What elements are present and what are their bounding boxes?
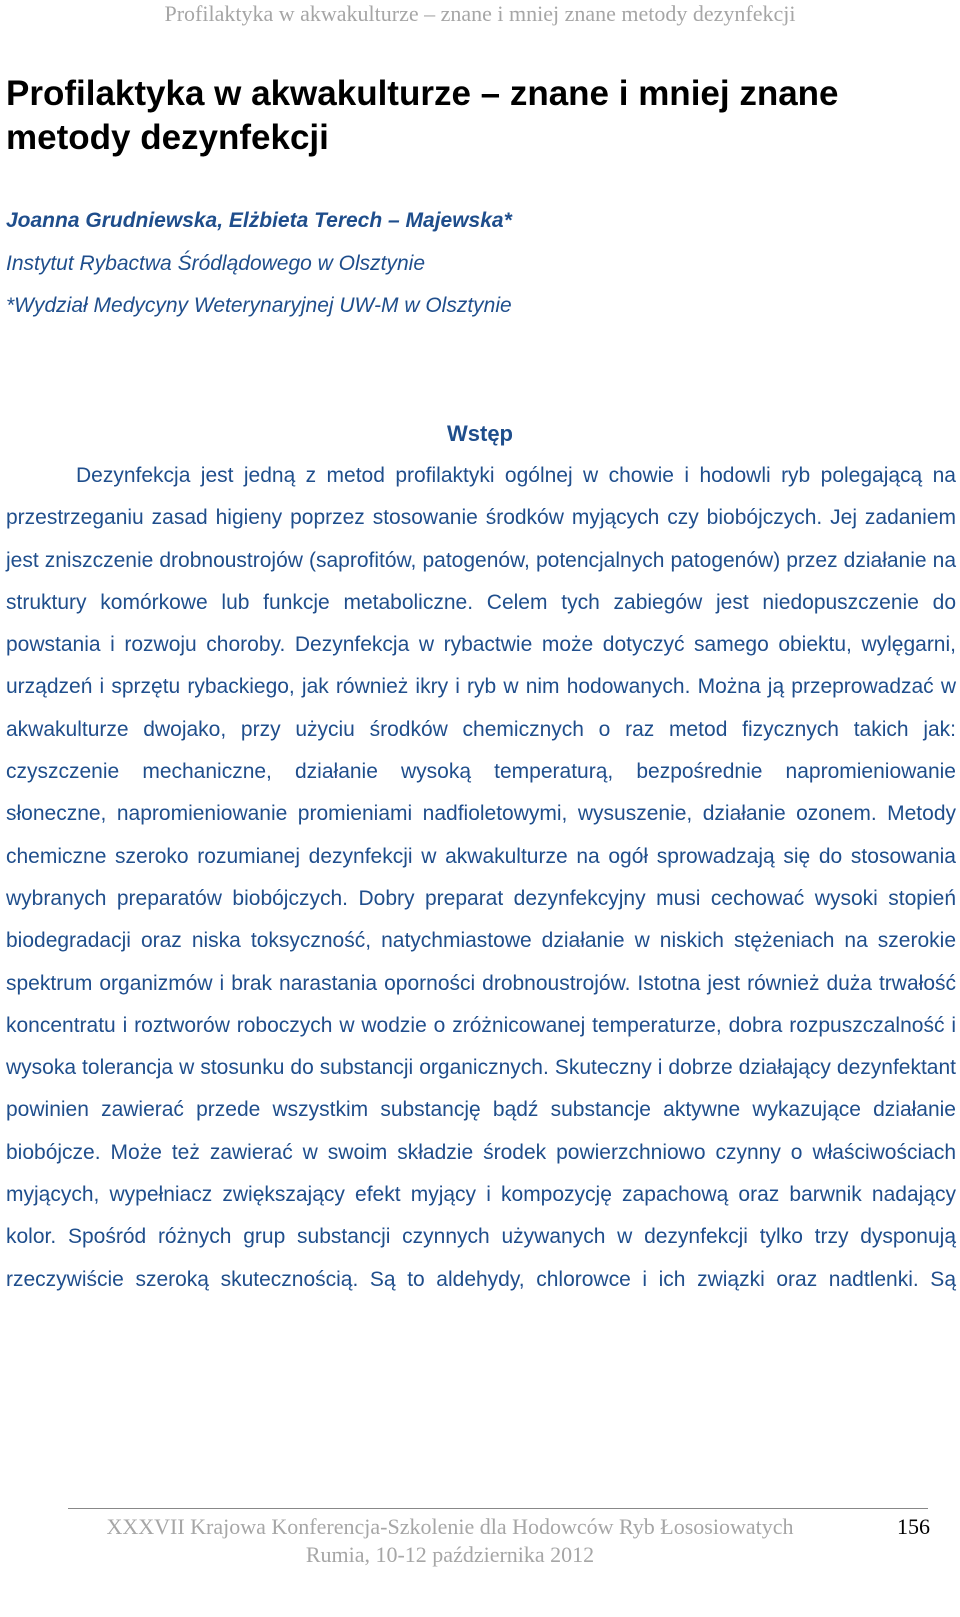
footer-conference: XXXVII Krajowa Konferencja-Szkolenie dla Hodowców Ryb Łososiowatych [106,1514,794,1539]
article-title: Profilaktyka w akwakulturze – znane i mniej znane metody dezynfekcji [6,74,839,157]
article-authors: Joanna Grudniewska, Elżbieta Terech – Majewska* [6,209,512,232]
footer-location-date: Rumia, 10-12 października 2012 [305,1542,595,1567]
page-number: 156 [897,1514,930,1539]
affiliation-institute: Instytut Rybactwa Śródlądowego w Olsztynie [6,252,426,275]
introduction-paragraph: Dezynfekcja jest jedną z metod profilaktyki ogólnej w chowie i hodowli ryb polegającą na przestrzeganiu zasad higieny poprzez stosowanie środków myjących czy biobójczych. Jej zadaniem jest zniszczenie drobnoustrojów (saprofitów, patogenów, potencjalnych patogenów) przez działanie na struktury komórkowe lub funkcje metaboliczne. Celem tych zabiegów jest niedopuszczenie do powstania i rozwoju choroby. Dezynfekcja w rybactwie może dotyczyć samego obiektu, wylęgarni, urządzeń i sprzętu rybackiego, jak również ikry i ryb w nim hodowanych. Można ją przeprowadzać w akwakulturze dwojako, przy użyciu środków chemicznych o raz metod fizycznych takich jak: czyszczenie mechaniczne, działanie wysoką temperaturą, bezpośrednie napromieniowanie słoneczne, napromieniowanie promieniami nadfioletowymi, wysuszenie, działanie ozonem. Metody chemiczne szeroko rozumianej dezynfekcji w akwakulturze na ogół sprowadzają się do stosowania wybranych preparatów biobójczych. Dobry preparat dezynfekcyjny musi cechować wysoki stopień biodegradacji oraz niska toksyczność, natychmiastowe działanie w niskich stężeniach na szerokie spektrum organizmów i brak narastania oporności drobnoustrojów. Istotna jest również duża trwałość koncentratu i roztworów roboczych w wodzie o zróżnicowanej temperaturze, dobra rozpuszczalność i wysoka tolerancja w stosunku do substancji organicznych. Skuteczny i dobrze działający dezynfektant powinien zawierać przede wszystkim substancję bądź substancje aktywne wykazujące działanie biobójcze. Może też zawierać w swoim składzie środek powierzchniowo czynny o właściwościach myjących, wypełniacz zwiększający efekt myjący i kompozycję zapachową oraz barwnik nadający kolor. Spośród różnych grup substancji czynnych używanych w dezynfekcji tylko trzy dysponują rzeczywiście szeroką skutecznością. Są to aldehydy, chlorowce i ich związki oraz nadtlenki. Są [6,464,956,1291]
footer-divider [68,1508,928,1509]
running-header: Profilaktyka w akwakulturze – znane i mniej znane metody dezynfekcji [164,1,796,26]
affiliation-faculty: *Wydział Medycyny Weterynaryjnej UW-M w Olsztynie [6,294,512,317]
section-heading-introduction: Wstęp [447,421,513,446]
